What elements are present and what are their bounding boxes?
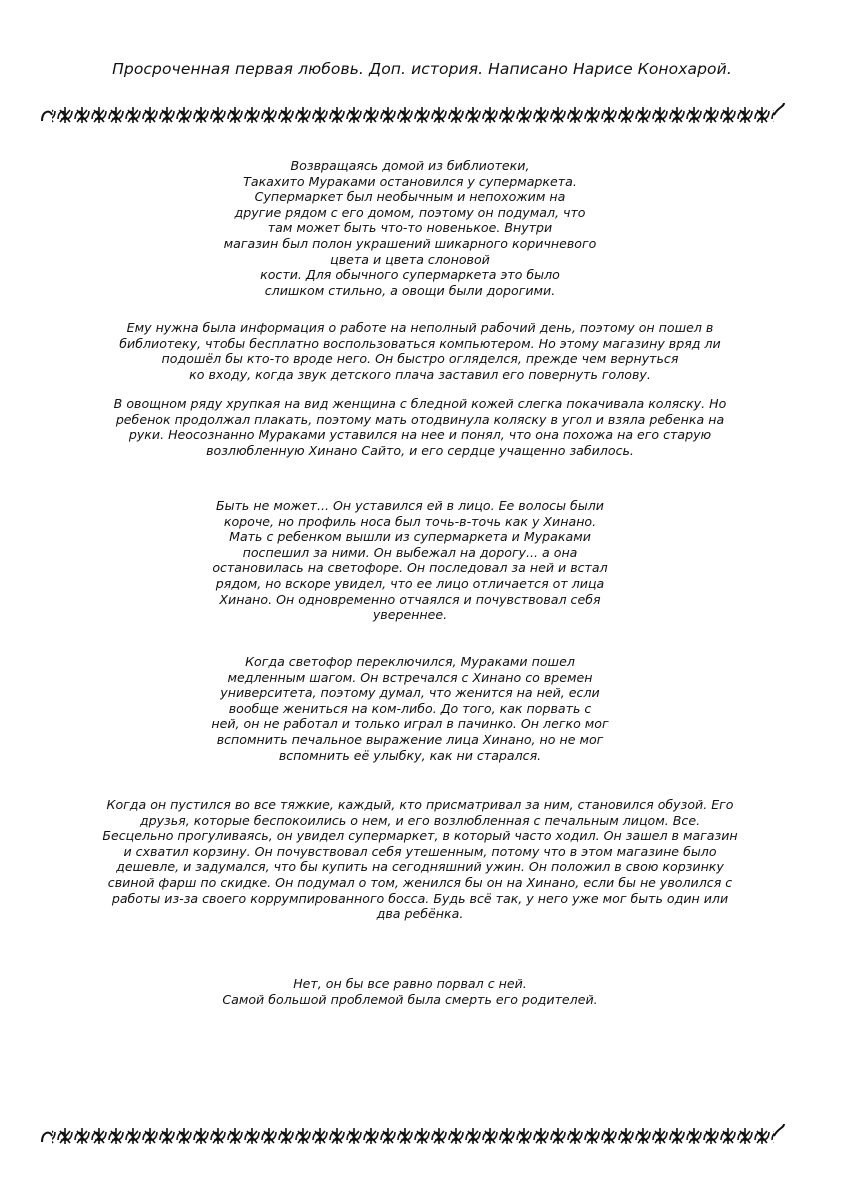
bottom-ornamental-border <box>40 1122 786 1148</box>
paragraph-5: Когда светофор переключился, Мураками пошел медленным шагом. Он встречался с Хинано со времен университета, поэтому думал, что женится на ней, если вообще жениться на ком-либо. До того, как порвать с ней, он не работал и только играл в пачинко. Он легко мог вспомнить печальное выражение лица Хинано, но не мог вспомнить её улыбку, как ни старался. <box>211 654 609 763</box>
paragraph-3: В овощном ряду хрупкая на вид женщина с бледной кожей слегка покачивала коляску. Но ребенок продолжал плакать, поэтому мать отодвинула коляску в угол и взяла ребенка на руки. Неосознанно Мураками уставился на нее и понял, что она похожа на его старую возлюбленную Хинано Сайто, и его сердце учащенно забилось. <box>113 396 727 458</box>
paragraph-2: Ему нужна была информация о работе на неполный рабочий день, поэтому он пошел в библиотеку, чтобы бесплатно воспользоваться компьютером. Но этому магазину вряд ли подошёл бы кто-то вроде него. Он быстро огляделся, прежде чем вернуться ко входу, когда звук детского плача заставил его повернуть голову. <box>119 320 721 382</box>
paragraph-6: Когда он пустился во все тяжкие, каждый, кто присматривал за ним, становился обузой. Его друзья, которые беспокоились о нем, и его возлюбленная с печальным лицом. Все. Бесцельно прогуливаясь, он увидел супермаркет, в который часто ходил. Он зашел в магазин и схватил корзину. Он почувствовал себя утешенным, потому что в этом магазине было дешевле, и задумался, что бы купить на сегодняшний ужин. Он положил в свою корзинку свиной фарш по скидке. Он подумал о том, женился бы он на Хинано, если бы не уволился с работы из-за своего коррумпированного босса. Будь всё так, у него уже мог быть один или два ребёнка. <box>102 797 738 922</box>
document-title: Просроченная первая любовь. Доп. история. Написано Нарисе Конохарой. <box>112 60 732 78</box>
paragraph-1: Возвращаясь домой из библиотеки, Такахито Мураками остановился у супермаркета. Супермаркет был необычным и непохожим на другие рядом с его домом, поэтому он подумал, что там может быть что-то новенькое. Внутри магазин был полон украшений шикарного коричневого цвета и цвета слоновой кости. Для обычного супермаркета это было слишком стильно, а овощи были дорогими. <box>223 158 597 298</box>
top-ornamental-border <box>40 101 786 127</box>
paragraph-7: Нет, он бы все равно порвал с ней. Самой большой проблемой была смерть его родителей. <box>222 976 598 1007</box>
paragraph-4: Быть не может... Он уставился ей в лицо. Ее волосы были короче, но профиль носа был точь-в-точь как у Хинано. Мать с ребенком вышли из супермаркета и Мураками поспешил за ними. Он выбежал на дорогу... а она остановилась на светофоре. Он последовал за ней и встал рядом, но вскоре увидел, что ее лицо отличается от лица Хинано. Он одновременно отчаялся и почувствовал себя увереннее. <box>212 498 608 623</box>
